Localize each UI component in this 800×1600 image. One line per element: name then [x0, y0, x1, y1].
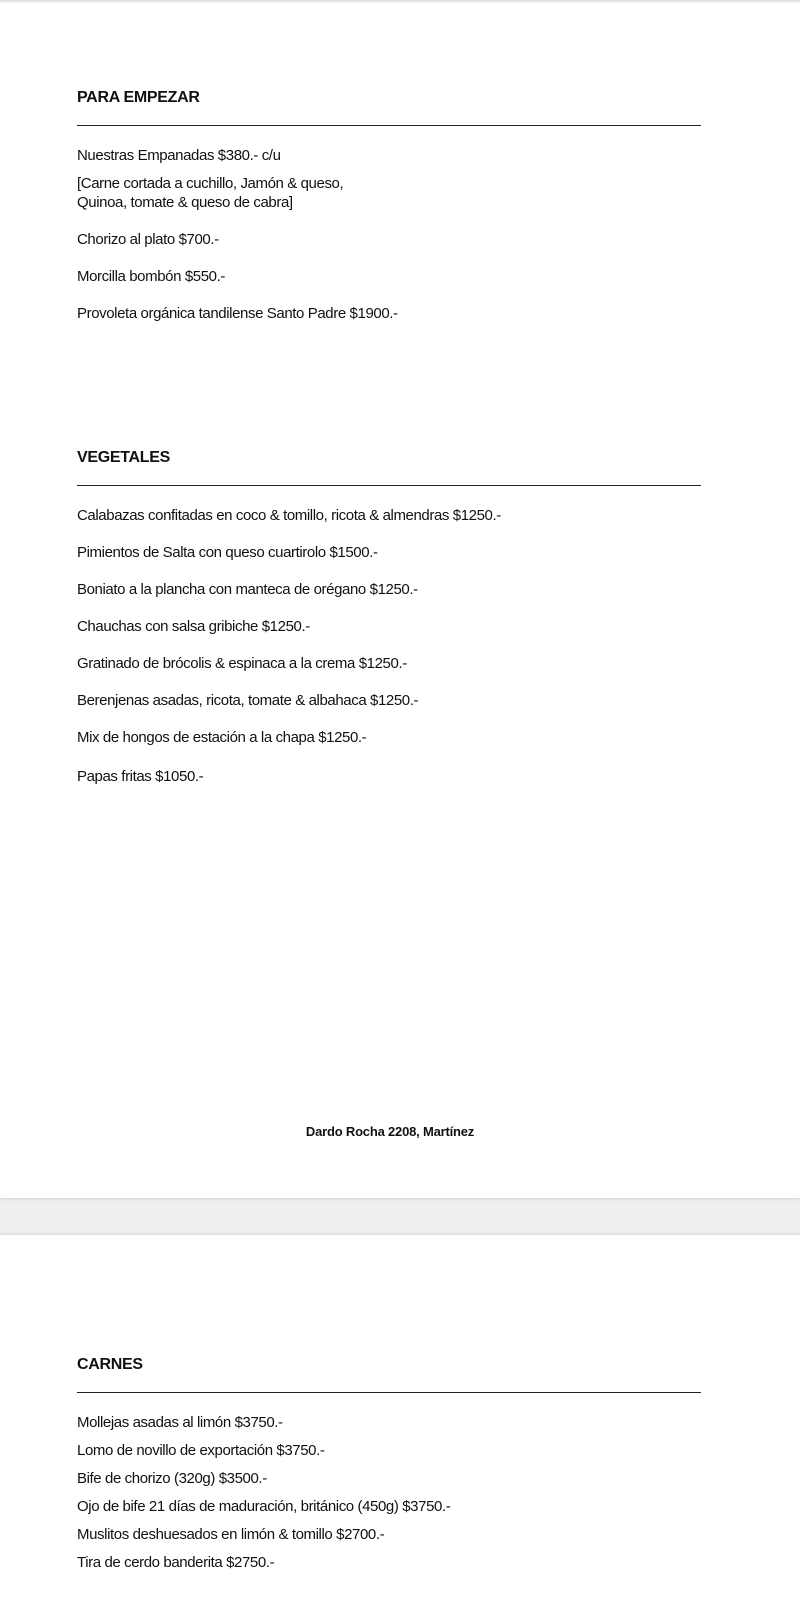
menu-item-tira-de-cerdo: Tira de cerdo banderita $2750.- — [77, 1554, 275, 1571]
section-divider — [77, 1392, 701, 1393]
menu-item-empanadas-description — [77, 174, 701, 212]
menu-item-berenjenas: Berenjenas asadas, ricota, tomate & albahaca $1250.- — [77, 692, 419, 709]
menu-item-chorizo: Chorizo al plato $700.- — [77, 231, 219, 248]
menu-item-morcilla: Morcilla bombón $550.- — [77, 268, 225, 285]
page-top-shadow — [0, 0, 800, 4]
menu-item-ojo-de-bife: Ojo de bife 21 días de maduración, británico (450g) $3750.- — [77, 1498, 451, 1515]
description-line: Quinoa, tomate & queso de cabra] — [77, 194, 293, 211]
menu-item-papas-fritas: Papas fritas $1050.- — [77, 768, 204, 785]
menu-item-chauchas: Chauchas con salsa gribiche $1250.- — [77, 618, 310, 635]
menu-item-gratinado: Gratinado de brócolis & espinaca a la crema $1250.- — [77, 655, 407, 672]
menu-item-empanadas: Nuestras Empanadas $380.- c/u — [77, 147, 281, 164]
description-line: [Carne cortada a cuchillo, Jamón & queso, — [77, 175, 344, 192]
menu-item-provoleta: Provoleta orgánica tandilense Santo Padre $1900.- — [77, 305, 398, 322]
menu-item-lomo: Lomo de novillo de exportación $3750.- — [77, 1442, 325, 1459]
menu-item-boniato: Boniato a la plancha con manteca de orégano $1250.- — [77, 581, 418, 598]
menu-item-muslitos: Muslitos deshuesados en limón & tomillo $2700.- — [77, 1526, 385, 1543]
menu-item-mollejas: Mollejas asadas al limón $3750.- — [77, 1414, 283, 1431]
section-title-vegetales: VEGETALES — [77, 449, 171, 466]
section-divider — [77, 485, 701, 486]
restaurant-address: Dardo Rocha 2208, Martínez — [305, 1124, 475, 1139]
section-carnes — [77, 1355, 701, 1572]
section-para-empezar — [77, 88, 701, 323]
section-title-carnes: CARNES — [77, 1356, 143, 1373]
section-vegetales — [77, 448, 701, 786]
menu-item-pimientos: Pimientos de Salta con queso cuartirolo $1500.- — [77, 544, 378, 561]
menu-item-calabazas: Calabazas confitadas en coco & tomillo, ricota & almendras $1250.- — [77, 507, 501, 524]
menu-item-hongos: Mix de hongos de estación a la chapa $1250.- — [77, 729, 367, 746]
section-divider — [77, 125, 701, 126]
section-title-para-empezar: PARA EMPEZAR — [77, 89, 200, 106]
menu-page-2 — [0, 1235, 800, 1600]
menu-item-bife-de-chorizo: Bife de chorizo (320g) $3500.- — [77, 1470, 267, 1487]
